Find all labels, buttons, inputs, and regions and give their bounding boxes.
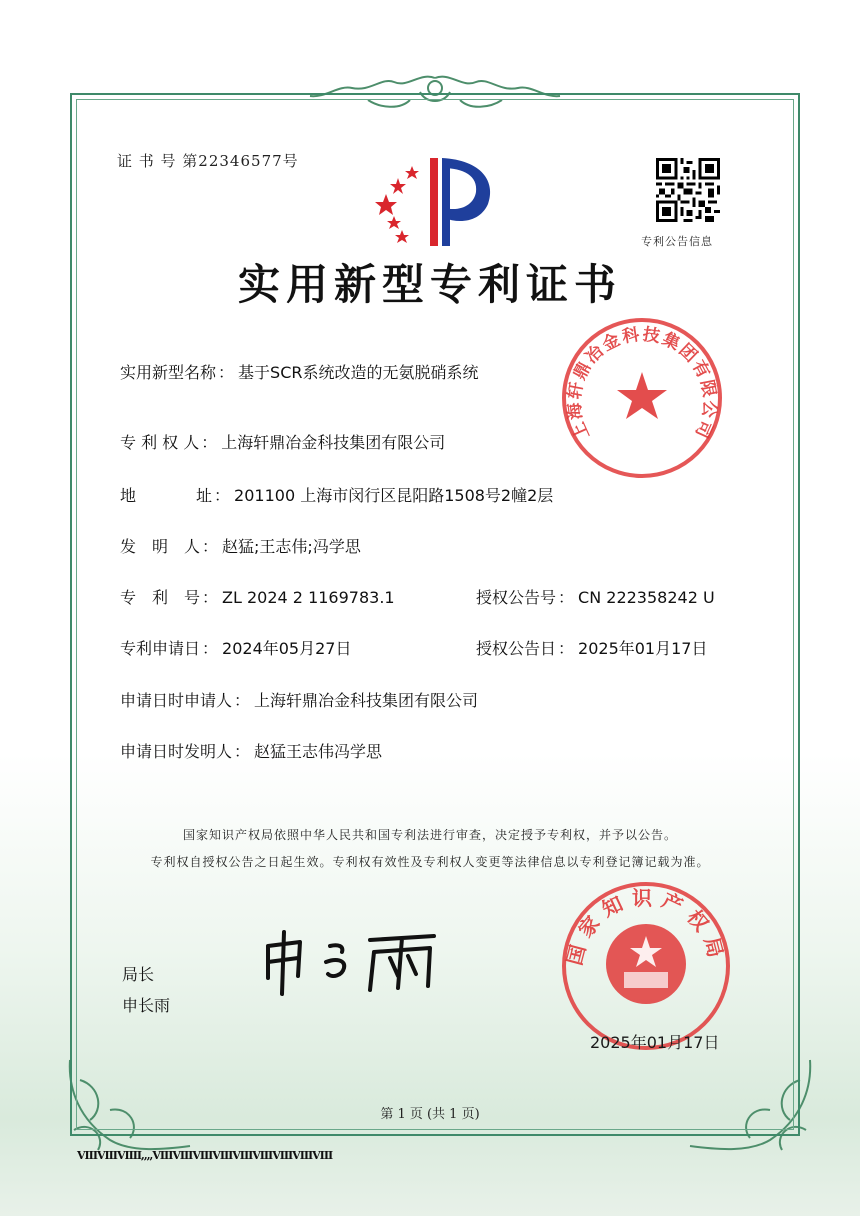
field-filing-date: 专利申请日 ： 2024年05月27日 (120, 636, 351, 659)
field-value: 赵猛王志伟冯学思 (254, 742, 383, 761)
director-signature (258, 928, 458, 998)
field-label: 实用新型名称 (120, 363, 217, 382)
field-inventor: 发 明 人 ： 赵猛;王志伟;冯学思 (120, 534, 361, 557)
certificate-number: 证 书 号 第22346577号 (117, 152, 299, 170)
field-value: 2025年01月17日 (578, 639, 708, 658)
field-value: 基于SCR系统改造的无氨脱硝系统 (238, 363, 479, 382)
field-label: 专利申请日 (120, 639, 201, 658)
field-value: 201100 上海市闵行区昆阳路1508号2幢2层 (234, 486, 554, 505)
cnipa-logo (372, 152, 502, 252)
svg-text:上海轩鼎冶金科技集团有限公司: 上海轩鼎冶金科技集团有限公司 (564, 324, 720, 443)
field-value: 赵猛;王志伟;冯学思 (222, 537, 361, 556)
field-patent-holder: 专 利 权 人 ： 上海轩鼎冶金科技集团有限公司 (120, 430, 445, 453)
field-label: 发 明 人 (120, 537, 201, 556)
document-barcode: VIIIVIIIVIIII,,,,VIIIVIIIVIIIVIIIVIIIVIIIVIIIVIIIVIII (77, 1149, 333, 1162)
field-filing-applicant: 申请日时申请人 ： 上海轩鼎冶金科技集团有限公司 (120, 688, 478, 711)
notice-line-2: 专利权自授权公告之日起生效。专利权有效性及专利权人变更等法律信息以专利登记簿记载为准。 (150, 855, 710, 869)
field-label: 申请日时申请人 (120, 691, 233, 710)
field-value: CN 222358242 U (578, 588, 715, 607)
field-utility-name: 实用新型名称 ： 基于SCR系统改造的无氨脱硝系统 (120, 360, 478, 383)
certificate-title: 实用新型专利证书 (237, 260, 622, 309)
field-label: 授权公告号 (476, 588, 557, 607)
field-label: 址 (196, 486, 213, 505)
field-label: 地 (120, 486, 137, 505)
notice-line-1: 国家知识产权局依照中华人民共和国专利法进行审查，决定授予专利权，并予以公告。 (182, 828, 677, 842)
qr-code[interactable] (656, 158, 720, 222)
director-name: 申长雨 (122, 996, 171, 1015)
cnipa-seal (560, 880, 732, 1052)
field-label: 专 利 号 (120, 588, 201, 607)
director-title: 局长 (122, 965, 155, 984)
field-filing-inventor: 申请日时发明人 ： 赵猛王志伟冯学思 (120, 739, 382, 762)
field-grant-publication-date: 授权公告日 ： 2025年01月17日 (476, 636, 707, 659)
company-seal (560, 316, 724, 480)
page-number: 第 1 页 (共 1 页) (380, 1107, 480, 1122)
field-value: 上海轩鼎冶金科技集团有限公司 (254, 691, 479, 710)
seal-date: 2025年01月17日 (590, 1033, 720, 1052)
svg-text:国家知识产权局: 国家知识产权局 (562, 886, 730, 968)
qr-label: 专利公告信息 (641, 235, 713, 248)
field-value: ZL 2024 2 1169783.1 (222, 588, 395, 607)
field-address: 地 址 ： 201100 上海市闵行区昆阳路1508号2幢2层 (120, 483, 553, 506)
field-label: 专 利 权 人 (120, 433, 200, 452)
field-patent-number: 专 利 号 ： ZL 2024 2 1169783.1 (120, 585, 395, 608)
field-grant-publication-number: 授权公告号 ： CN 222358242 U (476, 585, 715, 608)
field-value: 2024年05月27日 (222, 639, 352, 658)
field-label: 授权公告日 (476, 639, 557, 658)
field-label: 申请日时发明人 (120, 742, 233, 761)
field-value: 上海轩鼎冶金科技集团有限公司 (221, 433, 446, 452)
